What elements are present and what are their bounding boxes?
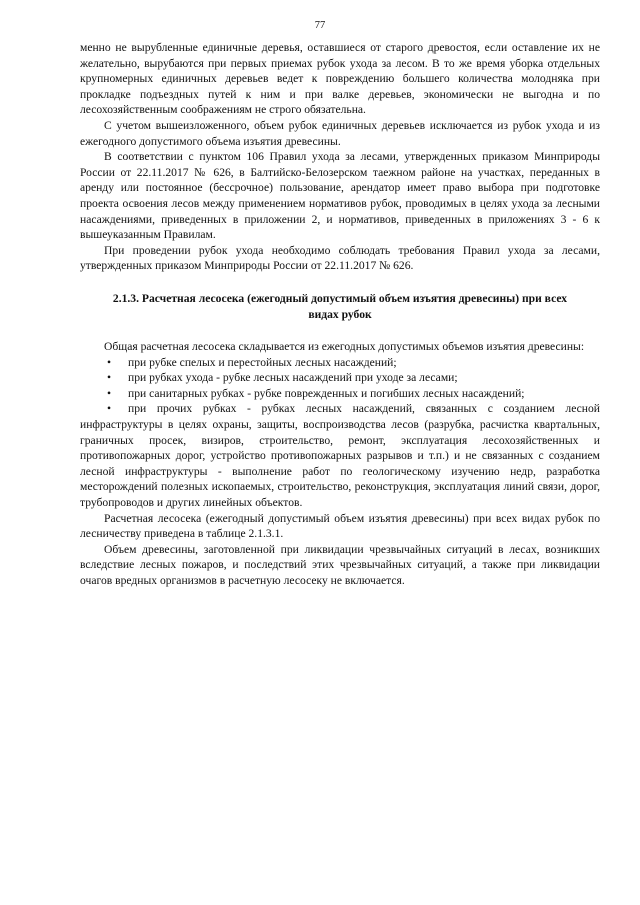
list-item-text: при прочих рубках - рубках лесных насаждений, связанных с созданием лесной инфраструктуры в целях охраны, защиты, воспроизводства лесов (разрубка, расчистка квартальных, граничных просек, визиров, строительство, ремонт, эксплуатация лесохозяйственных и противопожарных дорог, устройство противопожарных разрывов и т.п.) и не связанных с созданием лесной инфраструктуры - выполнение работ по геологическому изучению недр, разработка месторождений полезных ископаемых, строительство, реконструкция, эксплуатация линий связи, дорог, трубопроводов и других линейных объектов. [80,402,600,510]
page-content [80,40,600,589]
list-item [80,386,600,402]
bullet-icon: • [107,402,112,416]
bullet-list [80,355,600,511]
paragraph: С учетом вышеизложенного, объем рубок единичных деревьев исключается из рубок ухода и из ежегодного допустимого объема изъятия древесины. [80,118,600,148]
paragraph: Расчетная лесосека (ежегодный допустимый объем изъятия древесины) при всех видах рубок по лесничеству приведена в таблице 2.1.3.1. [80,511,600,541]
paragraph: При проведении рубок ухода необходимо соблюдать требования Правил ухода за лесами, утвержденных приказом Минприроды России от 22.11.2017 № 626. [80,243,600,273]
list-item [80,370,600,386]
section-heading: 2.1.3. Расчетная лесосека (ежегодный допустимый объем изъятия древесины) при всех видах рубок [112,291,568,321]
list-item-text: при рубках ухода - рубке лесных насаждений при уходе за лесами; [128,371,458,385]
bullet-icon: • [107,386,112,400]
page-number: 77 [314,20,326,31]
intro-paragraph: Общая расчетная лесосека складывается из ежегодных допустимых объемов изъятия древесины: [104,340,585,354]
paragraph: Объем древесины, заготовленной при ликвидации чрезвычайных ситуаций в лесах, возникших вследствие лесных пожаров, и последствий этих чрезвычайных ситуаций, а также при ликвидации очагов вредных организмов в расчетную лесосеку не включается. [80,542,600,587]
bullet-icon: • [107,371,112,385]
list-item [80,401,600,510]
list-item-text: при санитарных рубках - рубке поврежденных и погибших лесных насаждений; [128,386,525,400]
list-item-text: при рубке спелых и перестойных лесных насаждений; [128,355,397,369]
list-item [80,355,600,371]
bullet-icon: • [107,355,112,369]
paragraph-continued: менно не вырубленные единичные деревья, оставшиеся от старого древостоя, если оставление их не желательно, вырубаются при первых приемах рубок ухода за лесом. В то же время уборка отдельных крупномерных единичных деревьев ведет к повреждению большего количества молодняка при прокладке подъездных путей к ним и при валке деревьев, экономически не выгодна и по лесохозяйственным соображениям не строго обязательна. [80,41,600,117]
paragraph: В соответствии с пунктом 106 Правил ухода за лесами, утвержденных приказом Минприроды России от 22.11.2017 № 626, в Балтийско-Белозерском таежном районе на участках, переданных в аренду или постоянное (бессрочное) пользование, арендатор имеет право выбора при подготовке проекта освоения лесов между применением нормативов рубок, проводимых в целях ухода за лесными насаждениями, приведенных в приложении 2, и нормативов, приведенных в приложениях 3 - 6 к вышеуказанным Правилам. [80,150,600,242]
